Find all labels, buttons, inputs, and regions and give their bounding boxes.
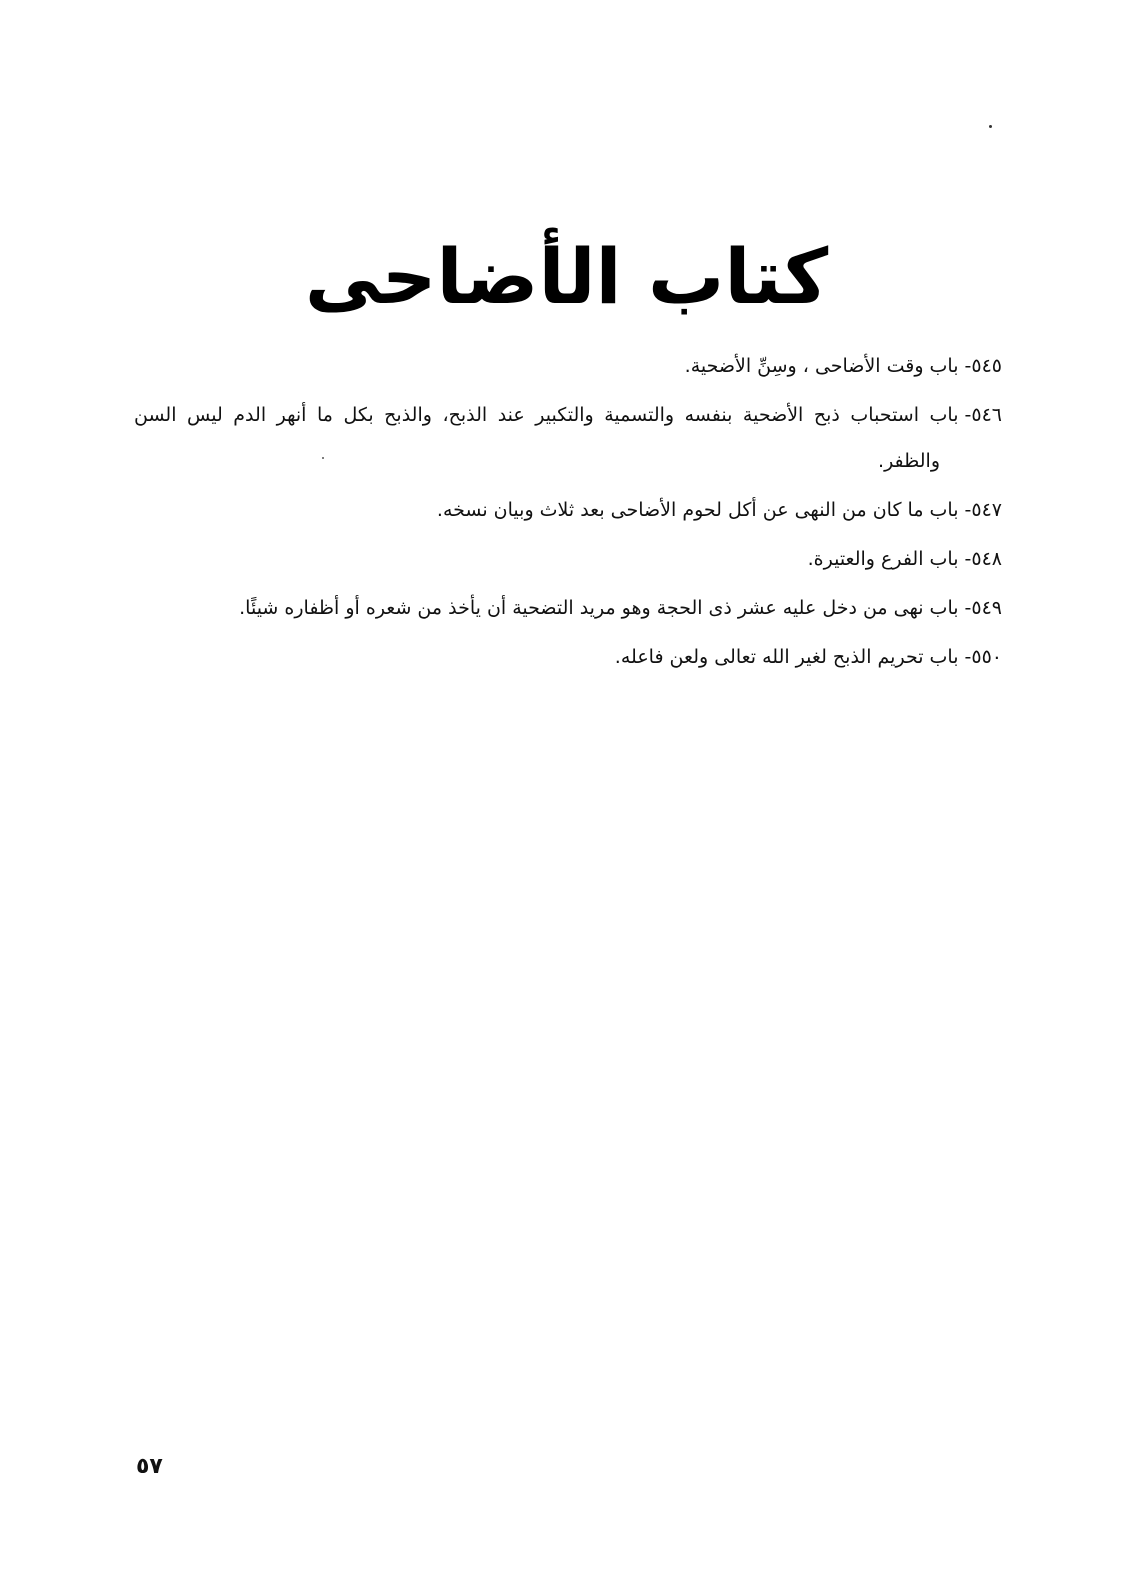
chapter-text: باب استحباب ذبح الأضحية بنفسه والتسمية والتكبير عند الذبح، والذبح بكل ما أنهر الدم ليس السن والظفر. [134, 404, 959, 472]
chapter-text: باب نهى من دخل عليه عشر ذى الحجة وهو مريد التضحية أن يأخذ من شعره أو أظفاره شيئًا. [239, 597, 959, 619]
scan-speck [989, 125, 992, 128]
chapter-text: باب ما كان من النهى عن أكل لحوم الأضاحى بعد ثلاث وبيان نسخه. [436, 499, 959, 521]
chapter-number: ٥٤٧- [964, 499, 1002, 521]
chapter-entry [134, 343, 1002, 389]
chapter-text: باب الفرع والعتيرة. [807, 548, 959, 570]
chapter-entry [134, 634, 1002, 680]
chapter-number: ٥٤٨- [964, 548, 1002, 570]
chapter-number: ٥٥٠- [964, 646, 1002, 668]
chapter-number: ٥٤٩- [964, 597, 1002, 619]
chapter-text: باب وقت الأضاحى ، وسِنِّ الأضحية. [684, 355, 959, 377]
chapter-number: ٥٤٦- [964, 404, 1002, 426]
chapter-text: باب تحريم الذبح لغير الله تعالى ولعن فاعله. [614, 646, 959, 668]
chapter-number: ٥٤٥- [964, 355, 1002, 377]
chapter-entry [134, 585, 1002, 631]
page-number: ٥٧ [136, 1454, 163, 1479]
chapter-entry [134, 392, 1002, 484]
chapter-entry [134, 536, 1002, 582]
book-title: كتاب الأضاحى [304, 232, 829, 321]
chapter-entry [134, 487, 1002, 533]
chapter-list [134, 343, 1002, 683]
